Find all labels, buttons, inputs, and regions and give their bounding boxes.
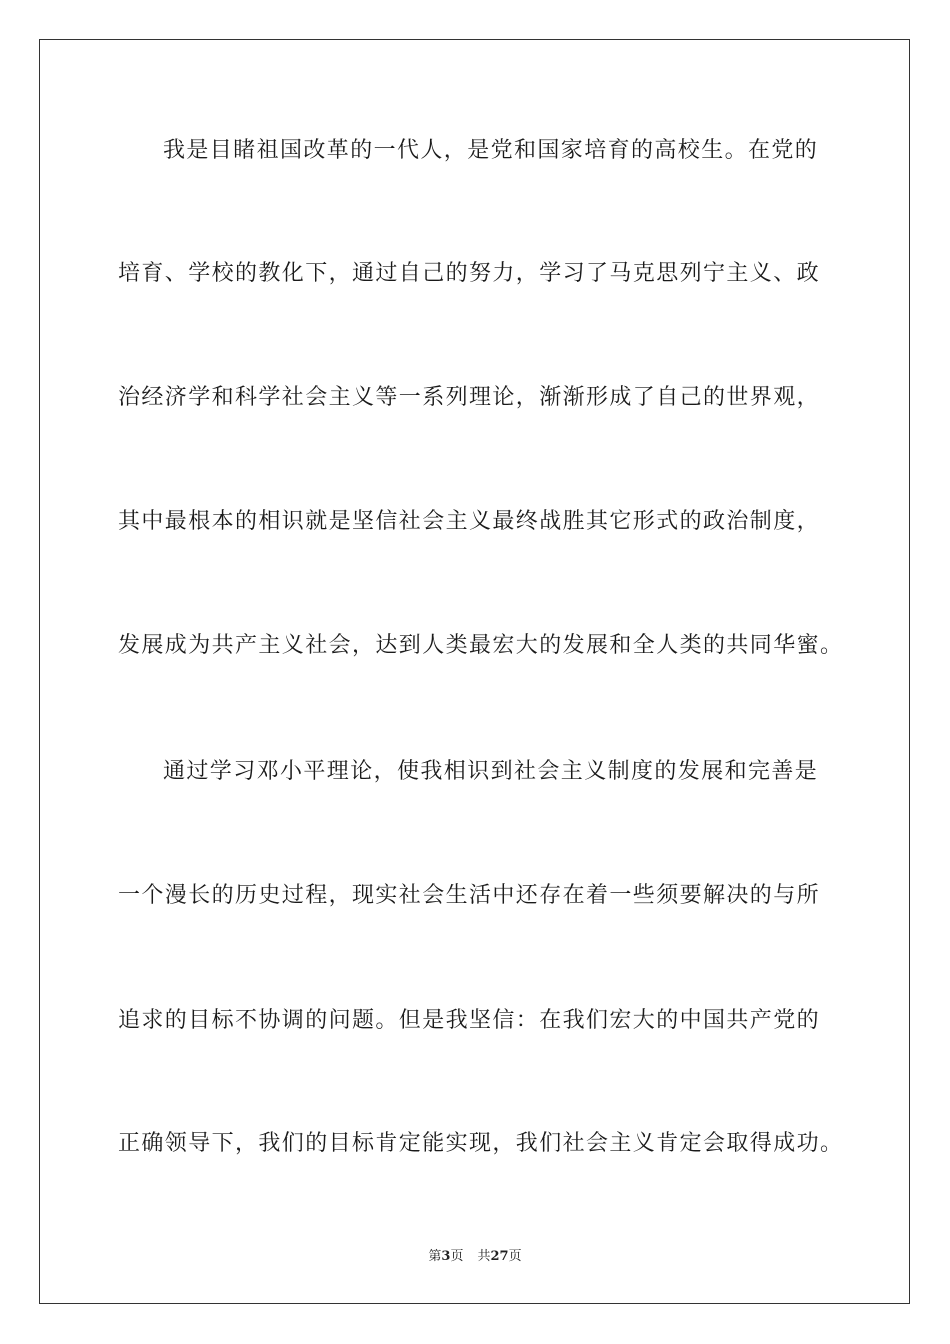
total-suffix: 页: [508, 1249, 522, 1264]
paragraph-1-line-4: 其中最根本的相识就是坚信社会主义最终战胜其它形式的政治制度，: [118, 509, 821, 534]
paragraph-1-line-2: 培育、学校的教化下，通过自己的努力，学习了马克思列宁主义、政: [118, 261, 821, 286]
paragraph-1-line-5: 发展成为共产主义社会，达到人类最宏大的发展和全人类的共同华蜜。: [118, 633, 844, 658]
paragraph-1-line-3: 治经济学和科学社会主义等一系列理论，渐渐形成了自己的世界观，: [118, 385, 821, 410]
total-prefix: 共: [477, 1249, 491, 1264]
paragraph-2-line-2: 一个漫长的历史过程，现实社会生活中还存在着一些须要解决的与所: [118, 883, 821, 908]
total-pages: 27: [490, 1249, 509, 1264]
page-frame: [39, 39, 910, 1304]
paragraph-2-line-4: 正确领导下，我们的目标肯定能实现，我们社会主义肯定会取得成功。: [118, 1131, 844, 1156]
page-suffix: 页: [450, 1249, 464, 1264]
paragraph-2-line-1: 通过学习邓小平理论，使我相识到社会主义制度的发展和完善是: [163, 759, 819, 784]
paragraph-2-line-3: 追求的目标不协调的问题。但是我坚信：在我们宏大的中国共产党的: [118, 1008, 821, 1033]
page-footer: [0, 1248, 950, 1266]
paragraph-1-line-1: 我是目睹祖国改革的一代人，是党和国家培育的高校生。在党的: [163, 138, 819, 163]
page-number: 3: [441, 1249, 451, 1264]
page-prefix: 第: [428, 1249, 442, 1264]
